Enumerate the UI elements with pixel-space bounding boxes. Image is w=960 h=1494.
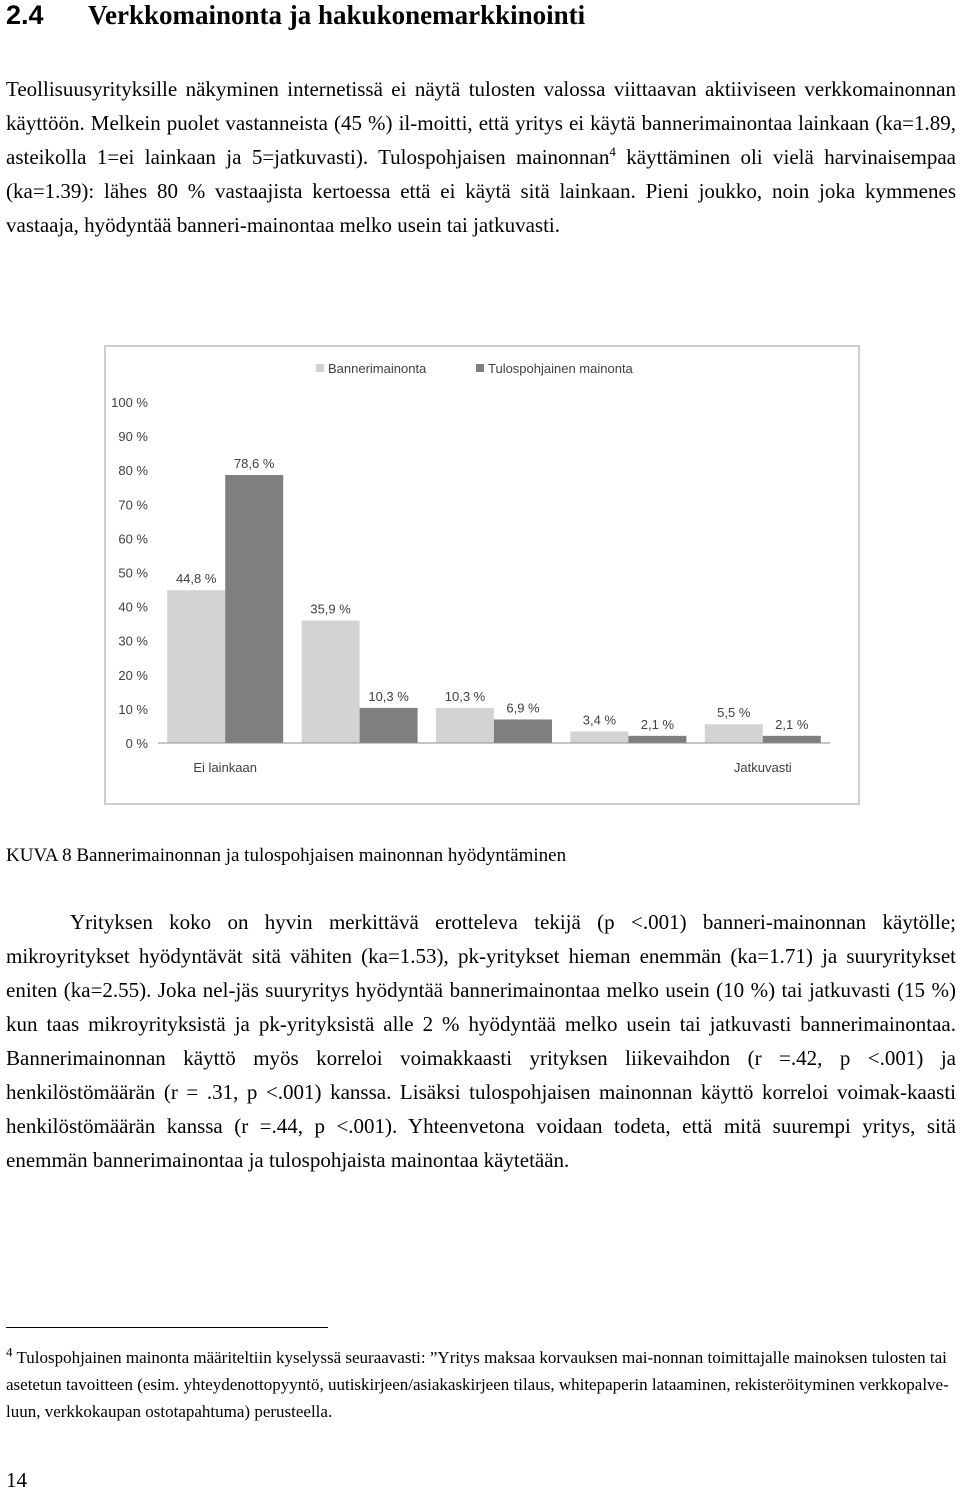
bar-chart-svg [106, 347, 858, 803]
bar [167, 590, 225, 743]
figure-caption: KUVA 8 Bannerimainonnan ja tulospohjaisen mainonnan hyödyntäminen [6, 845, 567, 866]
y-tick-label: 70 % [118, 497, 148, 513]
footnote-divider [6, 1327, 328, 1328]
data-label: 3,4 % [582, 712, 617, 728]
legend-swatch [476, 364, 484, 372]
section-title: Verkkomainonta ja hakukonemarkkinointi [88, 0, 586, 30]
paragraph-intro-part-b: käyttäminen oli vielä harvinaisempaa (ka=1.39): lähes 80 % vastaajista kertoessa että ei käytä sitä lainkaan. Pieni joukko, noin joka kymmenes vastaaja, hyödyntää banneri-mainontaa melko usein tai jatkuvasti. [6, 145, 956, 237]
bar [494, 719, 552, 743]
data-label: 2,1 % [640, 716, 675, 732]
bar [763, 736, 821, 743]
data-label: 78,6 % [233, 455, 275, 471]
paragraph-intro-part-a: Teollisuusyrityksille näkyminen internetissä ei näytä tulosten valossa viittaavan aktiiviseen verkkomainonnan käyttöön. Melkein puolet vastanneista (45 %) il-moitti, että yritys ei käytä bannerimainontaa lainkaan (ka=1.89, asteikolla 1=ei lainkaan ja 5=jatkuvasti). Tulospohjaisen mainonnan [6, 77, 956, 169]
legend-label: Bannerimainonta [328, 361, 427, 376]
x-category-label: Jatkuvasti [733, 760, 792, 775]
bar [705, 724, 763, 743]
bar [225, 475, 283, 743]
x-category-label: Ei lainkaan [193, 760, 258, 775]
bar [302, 621, 360, 743]
data-label: 35,9 % [310, 601, 351, 617]
y-tick-label: 80 % [118, 463, 148, 479]
y-tick-label: 40 % [118, 599, 148, 615]
bar-chart [104, 345, 860, 805]
y-tick-label: 60 % [118, 531, 148, 547]
footnote [6, 1344, 952, 1425]
data-label: 10,3 % [368, 688, 409, 704]
y-tick-label: 20 % [118, 667, 148, 683]
paragraph-company-size: Yrityksen koko on hyvin merkittävä erotteleva tekijä (p <.001) banneri-mainonnan käytölle; mikroyritykset hyödyntävät sitä vähiten (ka=1.53), pk-yritykset hieman enemmän (ka=1.71) ja suuryritykset eniten (ka=2.55). Joka nel-jäs suuryritys hyödyntää bannerimainontaa melko usein (10 %) tai jatkuvasti (15 %) kun taas mikroyrityksistä ja pk-yrityksistä alle 2 % hyödyntää melko usein tai jatkuvasti bannerimainontaa. Bannerimainonnan käyttö myös korreloi voimakkaasti yrityksen liikevaihdon (r =.42, p <.001) ja henkilöstömäärän (r = .31, p <.001) kanssa. Lisäksi tulospohjaisen mainonnan käyttö korreloi voimak-kaasti henkilöstömäärän kanssa (r =.44, p <.001). Yhteenvetona voidaan todeta, että mitä suurempi yritys, sitä enemmän bannerimainontaa ja tulospohjaista mainontaa käytetään. [6, 910, 956, 1172]
y-tick-label: 0 % [125, 736, 148, 751]
y-tick-label: 10 % [118, 701, 148, 717]
data-label: 2,1 % [775, 716, 809, 732]
bar [360, 708, 418, 743]
y-tick-label: 100 % [111, 395, 148, 410]
section-number: 2.4 [6, 0, 44, 30]
bar [570, 731, 628, 743]
section-heading [6, 0, 585, 31]
data-label: 44,8 % [175, 571, 217, 587]
data-label: 6,9 % [506, 700, 540, 716]
footnote-text: Tulospohjainen mainonta määriteltiin kyselyssä seuraavasti: ”Yritys maksaa korvauksen mai-nonnan toimittajalle mainoksen tulosten tai asetetun tavoitteen (esim. yhteydenottopyyntö, uutiskirjeen/asiakaskirjeen tilaus, whitepaperin lataaminen, rekisteröityminen verkkopalve-luun, verkkokaupan ostotapahtuma) perusteella. [6, 1348, 949, 1421]
data-label: 10,3 % [444, 688, 486, 704]
data-label: 5,5 % [717, 705, 751, 721]
bar [628, 736, 686, 743]
paragraph-intro [6, 72, 956, 242]
y-tick-label: 50 % [118, 565, 148, 581]
legend-label: Tulospohjainen mainonta [488, 361, 633, 376]
bar [436, 708, 494, 743]
footnote-ref[interactable]: 4 [609, 144, 616, 159]
page-number: 14 [6, 1468, 27, 1492]
footnote-marker: 4 [6, 1344, 13, 1360]
y-tick-label: 30 % [118, 633, 148, 649]
legend-swatch [316, 364, 324, 372]
y-tick-label: 90 % [118, 429, 148, 445]
